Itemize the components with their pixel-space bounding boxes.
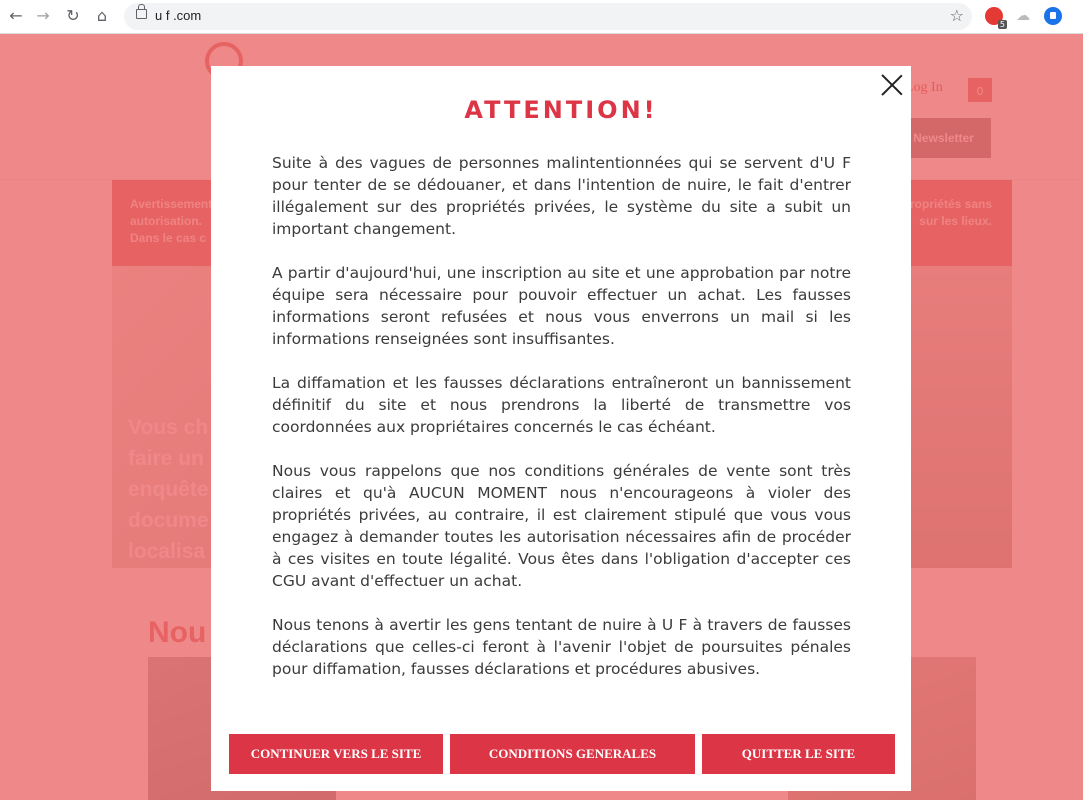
close-icon[interactable] [880,73,904,97]
extension-cloud-icon[interactable]: ☁ [1016,8,1030,24]
modal-paragraph: Nous vous rappelons que nos conditions générales de vente sont très claires et qu'à AUCUN MOMENT nous n'encourageons à violer des propriétés privées, au contraire, il est clairement stipulé que vous vous engagez à demander toutes les autorisation nécessaires afin de procéder à ces visites en toute légalité. Vous êtes dans l'obligation d'accepter ces CGU avant d'effectuer un achat. [272,462,851,590]
extension-badge: 5 [999,20,1005,29]
url-text[interactable]: u f .com [155,8,202,23]
modal-body [272,152,851,702]
reload-icon[interactable]: ↻ [66,6,80,25]
address-bar[interactable] [124,3,972,30]
continue-button[interactable]: CONTINUER VERS LE SITE [229,734,443,774]
modal-paragraph: La diffamation et les fausses déclarations entraîneront un bannissement définitif du site et nous prendrons la liberté de transmettre vos coordonnées aux propriétaires concernés le cas échéant. [272,374,851,436]
bookmark-extension-icon[interactable] [1044,7,1062,25]
adblock-extension-icon[interactable] [985,7,1005,29]
bookmark-star-icon[interactable]: ☆ [949,6,964,25]
attention-modal [211,66,911,791]
back-arrow-icon[interactable]: ← [9,6,23,25]
quit-button[interactable]: QUITTER LE SITE [702,734,895,774]
modal-paragraph: Suite à des vagues de personnes malintentionnées qui se servent d'U F pour tenter de se dédouaner, et dans l'intention de nuire, le fait d'entrer illégalement sur des propriétés privées, le système du site a subit un important changement. [272,154,851,238]
home-icon[interactable]: ⌂ [96,6,108,25]
modal-paragraph: A partir d'aujourd'hui, une inscription au site et une approbation par notre équipe sera nécessaire pour pouvoir effectuer un achat. Les fausses informations seront refusées et nous vous enverrons un mail si les informations renseignées sont insuffisantes. [272,264,851,348]
browser-toolbar [0,0,1083,34]
forward-arrow-icon[interactable]: → [36,6,50,25]
conditions-button[interactable]: CONDITIONS GENERALES [450,734,695,774]
modal-title: ATTENTION! [464,96,658,124]
modal-paragraph: Nous tenons à avertir les gens tentant de nuire à U F à travers de fausses déclarations que celles-ci feront à l'avenir l'objet de poursuites pénales pour diffamation, fausses déclarations et procédures abusives. [272,616,851,678]
lock-icon[interactable] [136,9,147,19]
